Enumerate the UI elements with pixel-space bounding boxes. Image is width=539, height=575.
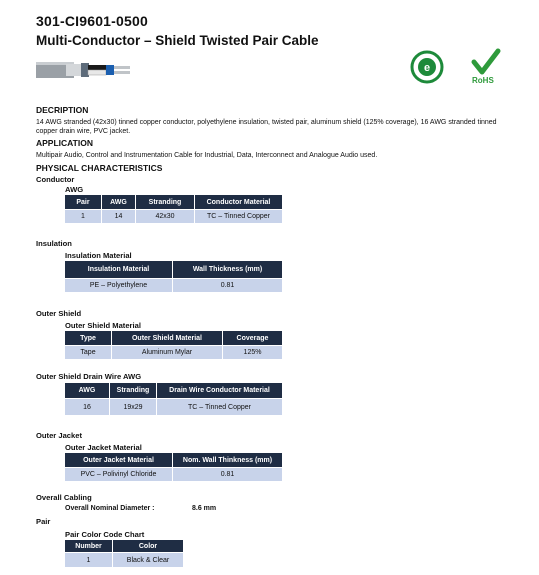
rohs-label: RoHS [472, 76, 494, 85]
column-header: Insulation Material [65, 261, 173, 279]
table-cell: Black & Clear [113, 553, 184, 568]
column-header: Pair [65, 195, 102, 210]
table-cell: 16 [65, 399, 110, 416]
table-cell: TC – Tinned Copper [157, 399, 283, 416]
drain-wire-table [64, 382, 283, 416]
table-row [65, 468, 283, 482]
column-header: Stranding [110, 383, 157, 399]
column-header: Stranding [136, 195, 195, 210]
table-cell: 125% [223, 346, 283, 360]
table-cell: PE – Polyethylene [65, 279, 173, 293]
table-cell: 14 [102, 210, 136, 224]
table-cell: Tape [65, 346, 112, 360]
insulation-table [64, 260, 283, 293]
pair-subheading: Pair Color Code Chart [65, 530, 145, 539]
overall-diameter-value: 8.6 mm [192, 505, 217, 512]
column-header: Drain Wire Conductor Material [157, 383, 283, 399]
column-header: AWG [102, 195, 136, 210]
column-header: Nom. Wall Thinkness (mm) [173, 453, 283, 468]
svg-text:e: e [423, 62, 431, 74]
table-cell: PVC – Polivinyl Chloride [65, 468, 173, 482]
table-row [65, 279, 283, 293]
outer-shield-table [64, 330, 283, 360]
recycle-e-icon [410, 50, 444, 84]
column-header: Outer Shield Material [112, 331, 223, 346]
column-header: Coverage [223, 331, 283, 346]
outer-shield-subheading: Outer Shield Material [65, 321, 141, 330]
outer-shield-heading: Outer Shield [36, 309, 82, 318]
column-header: Type [65, 331, 112, 346]
insulation-subheading: Insulation Material [65, 251, 132, 260]
description-heading: DECRIPTION [36, 105, 89, 115]
table-header-row [65, 195, 283, 210]
description-text: 14 AWG stranded (42x30) tinned copper conductor, polyethylene insulation, twisted pair, aluminum shield (125% coverage), 16 AWG stranded tinned copper drain wire, PVC jacket. [36, 119, 497, 135]
column-header: Number [65, 540, 113, 553]
pair-heading: Pair [36, 517, 51, 526]
table-cell: 42x30 [136, 210, 195, 224]
table-header-row [65, 331, 283, 346]
table-cell: TC – Tinned Copper [195, 210, 283, 224]
conductor-subheading: AWG [65, 185, 84, 194]
table-header-row [65, 383, 283, 399]
table-cell: 0.81 [173, 279, 283, 293]
insulation-heading: Insulation [36, 239, 72, 248]
column-header: Outer Jacket Material [65, 453, 173, 468]
conductor-heading: Conductor [36, 175, 75, 184]
page-title: Multi-Conductor – Shield Twisted Pair Cable [36, 33, 319, 48]
table-cell: 0.81 [173, 468, 283, 482]
outer-jacket-table [64, 452, 283, 482]
column-header: Conductor Material [195, 195, 283, 210]
outer-jacket-heading: Outer Jacket [36, 431, 83, 440]
application-heading: APPLICATION [36, 138, 93, 148]
part-number: 301-CI9601-0500 [36, 13, 148, 29]
table-header-row [65, 540, 184, 553]
table-header-row [65, 453, 283, 468]
application-text: Multipair Audio, Control and Instrumentation Cable for Industrial, Data, Interconnect and Analogue Audio used. [36, 152, 378, 159]
column-header: AWG [65, 383, 110, 399]
table-row [65, 399, 283, 416]
overall-cabling-heading: Overall Cabling [36, 493, 92, 502]
table-cell: 1 [65, 210, 102, 224]
drain-wire-heading: Outer Shield Drain Wire AWG [36, 372, 142, 381]
table-cell: 1 [65, 553, 113, 568]
table-cell: 19x29 [110, 399, 157, 416]
outer-jacket-subheading: Outer Jacket Material [65, 443, 142, 452]
table-row [65, 346, 283, 360]
pair-color-table [64, 539, 184, 568]
column-header: Wall Thickness (mm) [173, 261, 283, 279]
table-row [65, 210, 283, 224]
conductor-table [64, 194, 283, 224]
table-row [65, 553, 184, 568]
table-cell: Aluminum Mylar [112, 346, 223, 360]
column-header: Color [113, 540, 184, 553]
cable-image [36, 56, 136, 84]
table-header-row [65, 261, 283, 279]
overall-diameter-label: Overall Nominal Diameter : [65, 505, 155, 512]
physical-heading: PHYSICAL CHARACTERISTICS [36, 163, 163, 173]
